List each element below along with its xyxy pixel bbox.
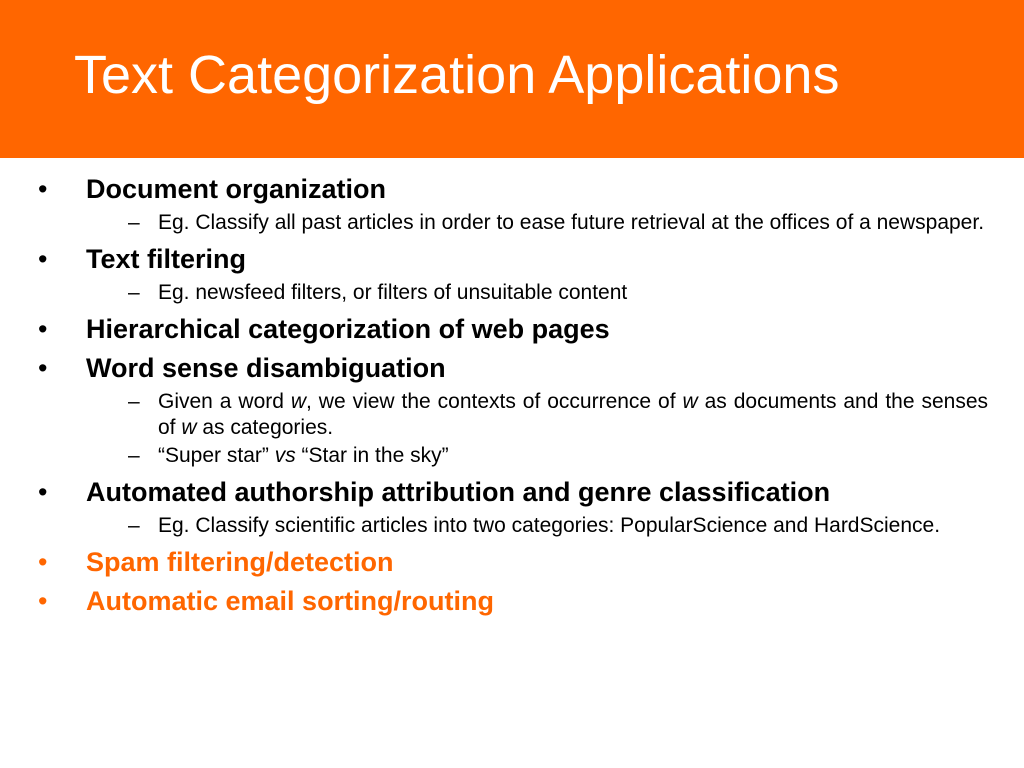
bullet-spam-filtering bbox=[38, 545, 988, 579]
dash: – bbox=[128, 514, 140, 537]
sub-item bbox=[128, 443, 988, 469]
dash: – bbox=[128, 390, 140, 413]
bullet-email-sorting bbox=[38, 584, 988, 618]
dash: – bbox=[128, 281, 140, 304]
bullet-hierarchical-categorization bbox=[38, 312, 988, 346]
bullet-label: Word sense disambiguation bbox=[86, 353, 446, 383]
bullet-label: Automatic email sorting/routing bbox=[86, 586, 495, 616]
sub-item bbox=[128, 513, 988, 539]
title-bar bbox=[0, 0, 1024, 158]
bullet-dot: • bbox=[38, 353, 48, 383]
bullet-authorship-attribution bbox=[38, 475, 988, 509]
bullet-dot: • bbox=[38, 547, 48, 577]
bullet-text-filtering bbox=[38, 242, 988, 276]
sub-item-text: Eg. newsfeed filters, or filters of unsuitable content bbox=[158, 281, 628, 304]
bullet-dot: • bbox=[38, 477, 48, 507]
bullet-dot: • bbox=[38, 586, 48, 616]
sub-item bbox=[128, 210, 988, 236]
bullet-label: Text filtering bbox=[86, 244, 247, 274]
bullet-document-organization bbox=[38, 172, 988, 206]
bullet-dot: • bbox=[38, 244, 48, 274]
sub-item bbox=[128, 280, 988, 306]
bullet-label: Document organization bbox=[86, 174, 387, 204]
dash: – bbox=[128, 211, 140, 234]
bullet-label: Hierarchical categorization of web pages bbox=[86, 314, 610, 344]
sub-item-text: “Super star” vs “Star in the sky” bbox=[158, 444, 449, 467]
dash: – bbox=[128, 444, 140, 467]
sub-item-text: Eg. Classify all past articles in order to ease future retrieval at the offices of a newspaper. bbox=[158, 211, 985, 234]
slide-title: Text Categorization Applications bbox=[74, 45, 840, 105]
bullet-dot: • bbox=[38, 174, 48, 204]
sub-item bbox=[128, 389, 988, 441]
bullet-word-sense-disambiguation bbox=[38, 351, 988, 385]
sub-item-text: Given a word w, we view the contexts of occurrence of w as documents and the senses of w as categories. bbox=[158, 390, 989, 439]
sub-item-text: Eg. Classify scientific articles into two categories: PopularScience and HardScience. bbox=[158, 514, 941, 537]
bullet-list bbox=[38, 172, 988, 618]
bullet-label: Automated authorship attribution and genre classification bbox=[86, 477, 831, 507]
bullet-dot: • bbox=[38, 314, 48, 344]
bullet-label: Spam filtering/detection bbox=[86, 547, 394, 577]
